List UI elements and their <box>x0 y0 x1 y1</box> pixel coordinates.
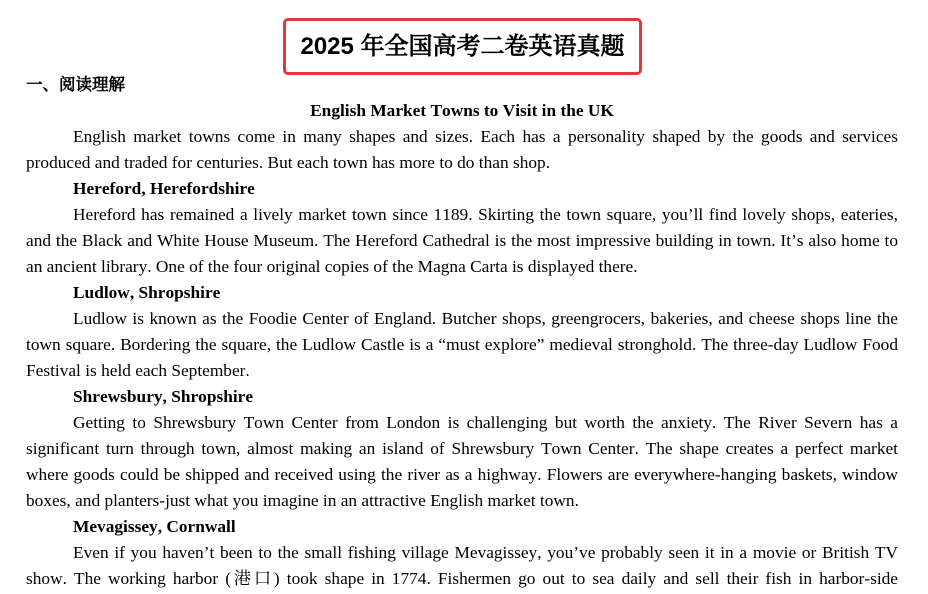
town-heading: Ludlow, Shropshire <box>73 283 221 302</box>
paragraph-line: and the Black and White House Museum. The Hereford Cathedral is the most impressive building in town. It’s also home to <box>26 231 898 250</box>
page-title: 2025 年全国高考二卷英语真题 <box>300 32 625 60</box>
town-section-mevagissey <box>26 514 898 592</box>
paragraph-line: show. The working harbor (港口) took shape in 1774. Fishermen go out to sea daily and sell their fish in harbor-side <box>26 569 898 588</box>
document-body <box>26 72 898 592</box>
paragraph-line: Even if you haven’t been to the small fishing village Mevagissey, you’ve probably seen it in a movie or British TV <box>73 543 898 562</box>
paragraph-line: significant turn through town, almost making an island of Shrewsbury Town Center. The shape creates a perfect market <box>26 439 898 458</box>
town-section-shrewsbury <box>26 384 898 514</box>
paragraph-line: Festival is held each September. <box>26 361 250 380</box>
paragraph-line: Getting to Shrewsbury Town Center from London is challenging but worth the anxiety. The River Severn has a <box>73 413 898 432</box>
paragraph-line: where goods could be shipped and received using the river as a highway. Flowers are everywhere-hanging baskets, window <box>26 465 898 484</box>
title-box <box>283 18 642 75</box>
paragraph-line: boxes, and planters-just what you imagine in an attractive English market town. <box>26 491 579 510</box>
intro-paragraph <box>26 124 898 176</box>
town-heading: Mevagissey, Cornwall <box>73 517 236 536</box>
paragraph-line: English market towns come in many shapes and sizes. Each has a personality shaped by the goods and services <box>73 127 898 146</box>
town-section-hereford <box>26 176 898 280</box>
article-title: English Market Towns to Visit in the UK <box>310 101 614 120</box>
town-section-ludlow <box>26 280 898 384</box>
paragraph-line: Ludlow is known as the Foodie Center of England. Butcher shops, greengrocers, bakeries, and cheese shops line the <box>73 309 898 328</box>
paragraph-line: town square. Bordering the square, the Ludlow Castle is a “must explore” medieval stronghold. The three-day Ludlow Food <box>26 335 898 354</box>
town-heading: Hereford, Herefordshire <box>73 179 255 198</box>
paragraph-line: an ancient library. One of the four original copies of the Magna Carta is displayed there. <box>26 257 638 276</box>
section-heading: 一、阅读理解 <box>26 75 125 94</box>
paragraph-line: Hereford has remained a lively market town since 1189. Skirting the town square, you’ll find lovely shops, eateries, <box>73 205 898 224</box>
paragraph-line: produced and traded for centuries. But each town has more to do than shop. <box>26 153 551 172</box>
town-heading: Shrewsbury, Shropshire <box>73 387 254 406</box>
